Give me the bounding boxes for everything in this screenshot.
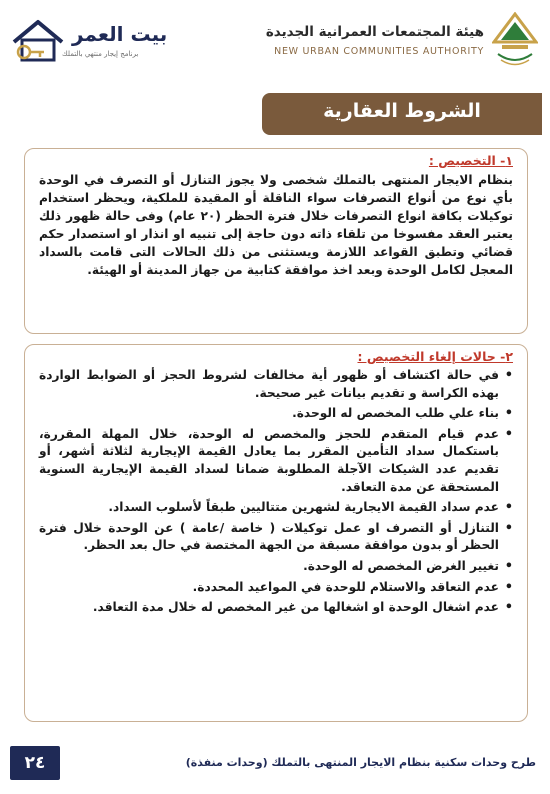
section-cancellation-title: ٢- حالات إلغاء التخصيص : [357,349,513,364]
page-header [0,0,550,80]
section-allocation [24,148,528,334]
cancellation-list [39,367,513,617]
brand-logo [10,18,168,68]
house-key-icon [10,18,70,64]
list-item: • التنازل أو التصرف او عمل توكيلات ( خاصة /عامة ) عن الوحدة خلال فترة الحظر أو بدون موافقة مسبقة من الجهة المختصة في حال بعد الحظر. [39,520,513,555]
authority-name-ar: هيئة المجتمعات العمرانية الجديدة [265,24,484,40]
list-item: • في حالة اكتشاف أو ظهور أية مخالفات لشروط الحجز أو الضوابط الواردة بهذه الكراسة و تقديم بيانات غير صحيحة. [39,367,513,402]
list-item: • عدم قيام المتقدم للحجز والمخصص له الوحدة، خلال المهلة المقررة، باستكمال سداد التأمين المقرر بما يعادل القيمة الإيجارية لثلاثة أشهر، أو تقديم عدد الشيكات الآجلة المطلوبة ضمانا لسداد القيمة الإيجارية السنوية المستحقة عن مدة التعاقد. [39,426,513,496]
section-cancellation [24,344,528,722]
list-item: • عدم اشغال الوحدة او اشغالها من غير المخصص له خلال مدة التعاقد. [39,599,513,617]
page-title: الشروط العقارية [323,100,481,122]
footer-caption: طرح وحدات سكنية بنظام الايجار المنتهى بالتملك (وحدات منفذة) [185,756,536,769]
brand-name: بيت العمر [72,22,168,46]
page-number: ٢٤ [10,746,60,780]
authority-name-en: NEW URBAN COMMUNITIES AUTHORITY [274,46,484,57]
page-title-banner [262,93,542,135]
list-item: • بناء علي طلب المخصص له الوحدة. [39,405,513,423]
section-allocation-title: ١- التخصيص : [428,153,513,168]
list-item: • عدم سداد القيمة الايجارية لشهرين متتاليين طبقاً لأسلوب السداد. [39,499,513,517]
section-allocation-body: بنظام الايجار المنتهى بالتملك شخصى ولا يجوز التنازل أو التصرف في الوحدة بأي نوع من أنواع التصرفات سواء الناقلة أو المقيدة للملكية، ويحظر استخدام توكيلات بكافة انواع التصرفات خلال فترة الحظر (٢٠ عام) وفى حالة ظهور ذلك يعتبر العقد مفسوخا من تلقاء ذاته دون حاجة إلى تنبيه او انذار او استصدار حكم قضائي وتطبق القواعد اللازمة ويستثنى من ذلك الحالات التى قامت بالسداد المعجل لكامل الوحدة وبعد اخذ موافقة كتابية من جهاز المدينة أو الهيئة. [39,173,513,277]
nuca-logo-icon [492,12,538,70]
list-item: • تغيير الغرض المخصص له الوحدة. [39,558,513,576]
brand-tagline: برنامج إيجار منتهي بالتملك [62,50,139,58]
list-item: • عدم التعاقد والاستلام للوحدة في المواعيد المحددة. [39,579,513,597]
